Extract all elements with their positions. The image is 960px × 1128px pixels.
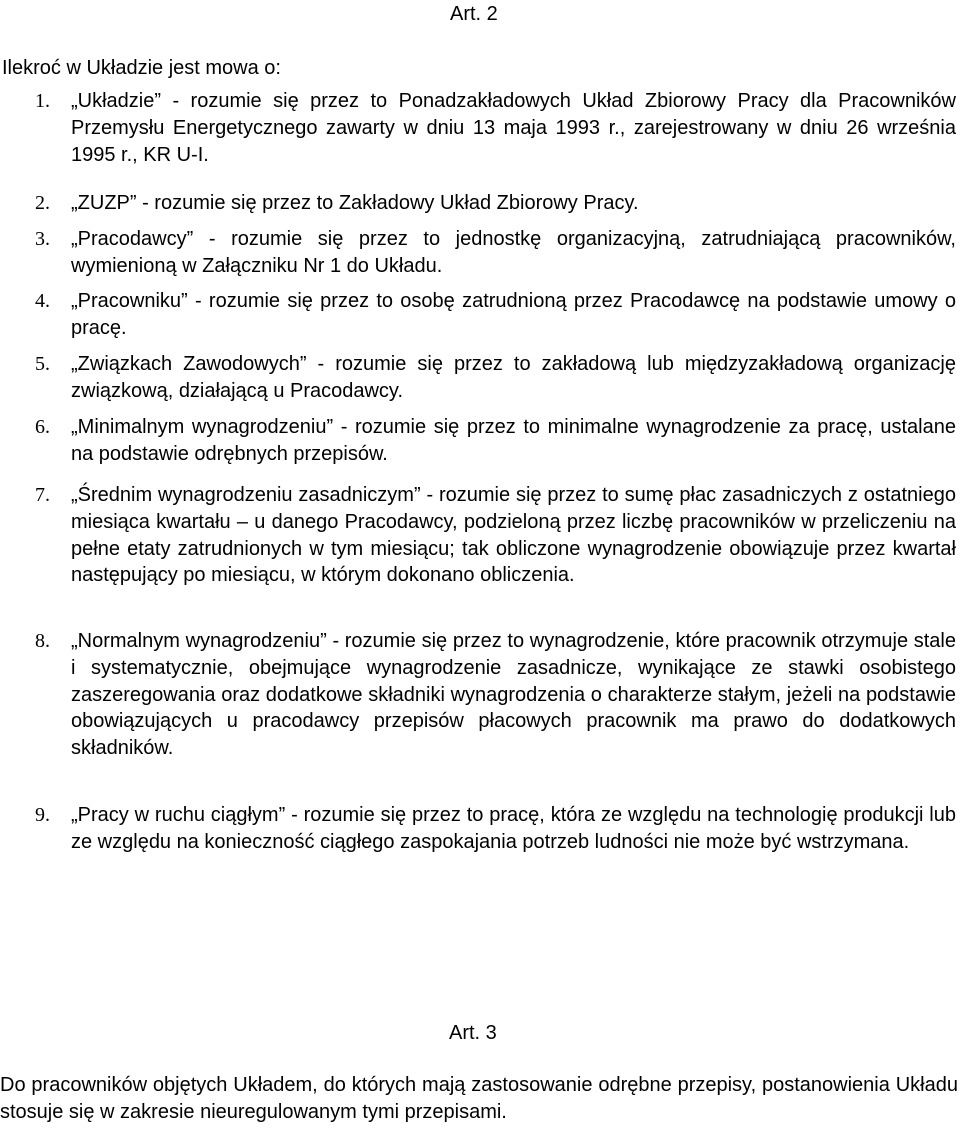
article-2-heading: Art. 2 xyxy=(450,3,498,25)
item-number: 6. xyxy=(35,416,50,438)
definition-item xyxy=(0,88,960,190)
item-text: „Związkach Zawodowych” - rozumie się przez to zakładową lub międzyzakładową organizację związkową, działającą u Pracodawcy. xyxy=(71,353,956,402)
item-text: „Pracy w ruchu ciągłym” - rozumie się przez to pracę, która ze względu na technologię produkcji lub ze względu na konieczność ciągłego zaspokajania potrzeb ludności nie może być wstrzymana. xyxy=(71,804,956,853)
item-number: 4. xyxy=(35,290,50,312)
definition-item xyxy=(0,288,960,351)
item-text: „Średnim wynagrodzeniu zasadniczym” - rozumie się przez to sumę płac zasadniczych z ostatniego miesiąca kwartału – u danego Pracodawcy, podzieloną przez liczbę pracowników w przeliczeniu na pełne etaty zatrudnionych w tym miesiącu; tak obliczone wynagrodzenie obowiązuje przez kwartał następujący po miesiącu, w którym dokonano obliczenia. xyxy=(71,484,956,587)
item-number: 3. xyxy=(35,228,50,250)
definition-item xyxy=(0,628,960,802)
item-text: „ZUZP” - rozumie się przez to Zakładowy Układ Zbiorowy Pracy. xyxy=(71,192,639,214)
item-number: 2. xyxy=(35,192,50,214)
definition-item xyxy=(0,190,960,226)
item-number: 8. xyxy=(35,630,50,652)
item-number: 1. xyxy=(35,90,50,112)
definition-item xyxy=(0,482,960,628)
item-text: „Pracowniku” - rozumie się przez to osobę zatrudnioną przez Pracodawcę na podstawie umowy o pracę. xyxy=(71,290,956,339)
definition-item xyxy=(0,802,960,892)
definition-item xyxy=(0,414,960,482)
article-3-heading: Art. 3 xyxy=(449,1022,497,1044)
item-number: 9. xyxy=(35,804,50,826)
definition-item xyxy=(0,226,960,288)
item-text: „Pracodawcy” - rozumie się przez to jednostkę organizacyjną, zatrudniającą pracowników, wymienioną w Załączniku Nr 1 do Układu. xyxy=(71,228,956,277)
item-text: „Minimalnym wynagrodzeniu” - rozumie się przez to minimalne wynagrodzenie za pracę, ustalane na podstawie odrębnych przepisów. xyxy=(71,416,956,465)
item-text: „Normalnym wynagrodzeniu” - rozumie się przez to wynagrodzenie, które pracownik otrzymuje stale i systematycznie, obejmujące wynagrodzenie zasadnicze, wynikające ze stawki osobistego zaszeregowania oraz dodatkowe składniki wynagrodzenia o charakterze stałym, jeżeli na podstawie obowiązujących u pracodawcy przepisów płacowych pracownik ma prawo do dodatkowych składników. xyxy=(71,630,956,760)
definitions-list xyxy=(0,88,960,892)
item-number: 7. xyxy=(35,484,50,506)
item-text: „Układzie” - rozumie się przez to Ponadzakładowych Układ Zbiorowy Pracy dla Pracowników Przemysłu Energetycznego zawarty w dniu 13 maja 1993 r., zarejestrowany w dniu 26 września 1995 r., KR U-I. xyxy=(71,90,956,166)
definitions-intro: Ilekroć w Układzie jest mowa o: xyxy=(2,57,281,79)
article-3-text: Do pracowników objętych Układem, do których mają zastosowanie odrębne przepisy, postanowienia Układu stosuje się w zakresie nieuregulowanym tymi przepisami. xyxy=(0,1074,958,1123)
item-number: 5. xyxy=(35,353,50,375)
definition-item xyxy=(0,351,960,414)
